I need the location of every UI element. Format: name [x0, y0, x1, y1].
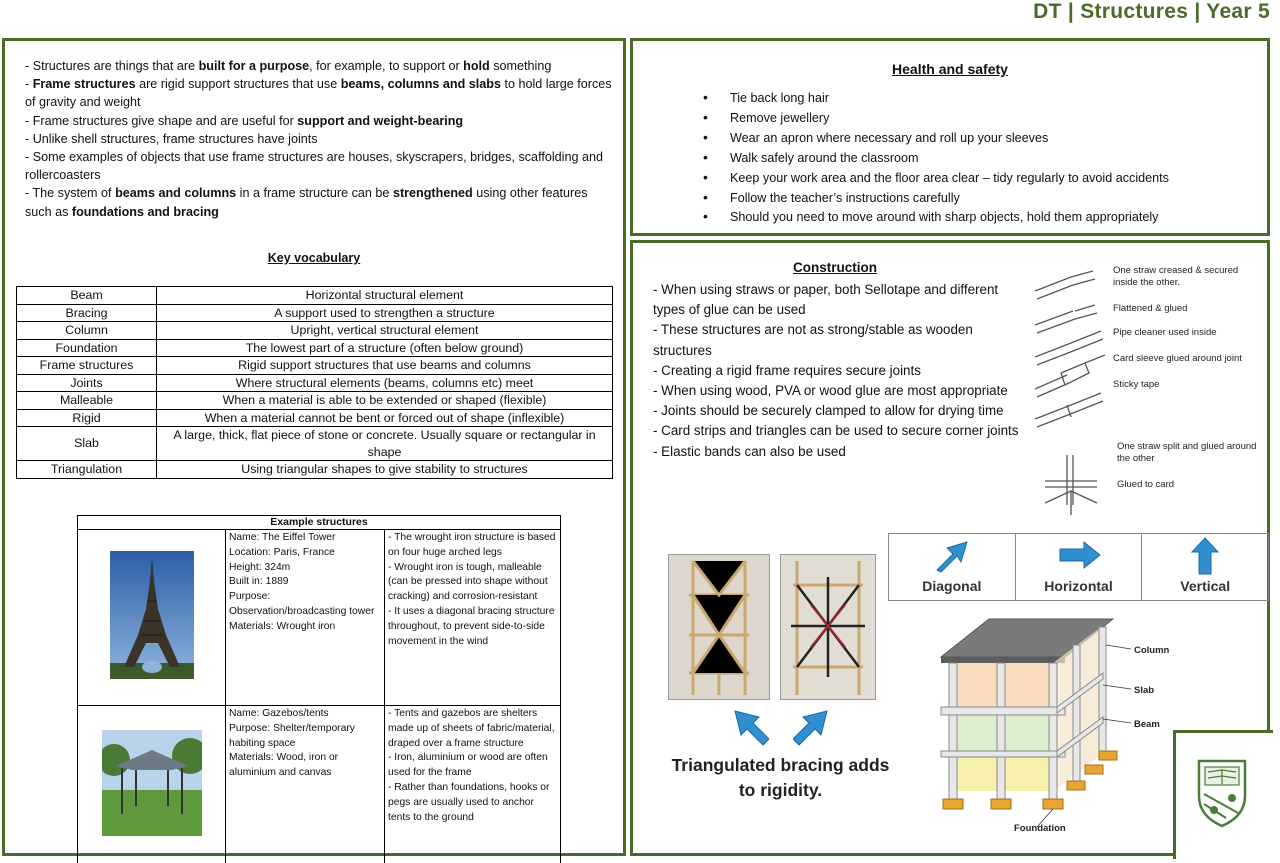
frame-label-beam: Beam — [1134, 719, 1160, 730]
joint-caption: One straw creased & secured inside the other. — [1113, 265, 1239, 288]
table-row — [17, 357, 613, 375]
intro-text-segment: to hold large forces of gravity and weight — [25, 77, 612, 110]
vocab-definition: The lowest part of a structure (often below ground) — [157, 339, 613, 357]
eiffel-info — [226, 530, 385, 706]
up-left-arrow-icon — [729, 707, 769, 747]
list-item: • Should you need to move around with sharp objects, hold them appropriately — [703, 207, 1169, 227]
table-row — [17, 339, 613, 357]
direction-vertical — [1142, 534, 1268, 600]
vocab-term: Joints — [17, 374, 157, 392]
intro-text-segment: - Unlike shell structures, frame structures have joints — [25, 131, 318, 146]
vocab-term: Malleable — [17, 392, 157, 410]
table-row — [17, 427, 613, 461]
direction-label: Diagonal — [922, 578, 982, 594]
joint-caption: One straw split and glued around the other — [1117, 441, 1257, 464]
vocab-term: Bracing — [17, 304, 157, 322]
table-row — [78, 530, 561, 706]
joint-caption: Flattened & glued — [1113, 303, 1188, 314]
horizontal-arrow-icon — [1056, 540, 1104, 570]
intro-text-segment: something — [489, 59, 552, 73]
intro-bullet — [25, 75, 615, 111]
joint-caption: Pipe cleaner used inside — [1113, 327, 1217, 338]
example-info-line: Materials: Wood, iron or aluminium and canvas — [229, 752, 339, 779]
vocab-definition: Upright, vertical structural element — [157, 322, 613, 340]
list-item: • Remove jewellery — [703, 108, 1169, 128]
list-item: • Tie back long hair — [703, 88, 1169, 108]
vocab-title: Key vocabulary — [267, 251, 361, 265]
crest-corner — [1173, 730, 1273, 859]
table-row — [17, 392, 613, 410]
construction-bullet: - When using straws or paper, both Sellotape and different types of glue can be used — [653, 282, 999, 318]
intro-text-segment: strengthened — [392, 186, 473, 201]
vocab-definition: A support used to strengthen a structure — [157, 304, 613, 322]
frame-label-column: Column — [1134, 645, 1170, 656]
joint-caption: Glued to card — [1117, 479, 1175, 490]
left-panel — [2, 38, 626, 856]
intro-bullet — [25, 112, 615, 130]
table-row — [17, 322, 613, 340]
vertical-arrow-icon — [1190, 536, 1220, 576]
intro-text-segment: built for a purpose — [198, 59, 310, 73]
health-safety-list — [703, 88, 1169, 227]
vocab-term: Rigid — [17, 409, 157, 427]
construction-bullet: - These structures are not as strong/stable as wooden structures — [653, 322, 973, 358]
intro-bullet — [25, 130, 615, 148]
vocab-definition: A large, thick, flat piece of stone or concrete. Usually square or rectangular in shape — [157, 427, 613, 461]
vocab-term: Slab — [17, 427, 157, 461]
list-item: • Wear an apron where necessary and roll up your sleeves — [703, 128, 1169, 148]
health-safety-panel — [630, 38, 1270, 236]
example-info-line: Built in: 1889 — [229, 576, 289, 588]
table-row — [17, 304, 613, 322]
construction-bullet: - Joints should be securely clamped to allow for drying time — [653, 403, 1004, 419]
direction-label: Horizontal — [1044, 578, 1113, 594]
eiffel-desc — [385, 530, 561, 706]
intro-text-segment: - Frame structures give shape and are useful for — [25, 113, 298, 128]
vocab-definition: When a material is able to be extended or shaped (flexible) — [157, 392, 613, 410]
intro-text-segment: using other features such as — [25, 186, 588, 219]
table-row — [78, 706, 561, 863]
example-info-line: Name: The Eiffel Tower — [229, 532, 336, 543]
straw-model-photo-1 — [668, 554, 770, 700]
list-item: • Keep your work area and the floor area clear – tidy regularly to avoid accidents — [703, 168, 1169, 188]
example-info-line: Name: Gazebos/tents — [229, 708, 329, 719]
vocab-table — [16, 286, 613, 479]
direction-label: Vertical — [1180, 578, 1231, 594]
construction-panel — [630, 240, 1270, 856]
health-safety-title: Health and safety — [892, 61, 1008, 77]
example-desc-line: - The wrought iron structure is based on four huge arched legs — [388, 532, 556, 558]
examples-table — [77, 515, 561, 863]
intro-text-segment: beams and columns — [115, 186, 237, 201]
intro-bullet — [25, 184, 615, 220]
intro-text-segment: foundations and bracing — [71, 204, 219, 219]
direction-diagonal — [889, 534, 1016, 600]
direction-horizontal — [1016, 534, 1143, 600]
vocab-term: Triangulation — [17, 461, 157, 479]
intro-bullet — [25, 57, 615, 75]
gazebo-image-cell — [78, 706, 226, 863]
table-row — [17, 287, 613, 305]
vocab-definition: When a material cannot be bent or forced out of shape (inflexible) — [157, 409, 613, 427]
intro-text-segment: in a frame structure can be — [236, 186, 393, 201]
frame-label-foundation: Foundation — [1014, 823, 1066, 834]
intro-text-segment: - — [25, 77, 33, 92]
intro-text-segment: are rigid support structures that use — [135, 77, 341, 92]
straw-model-photo-2 — [780, 554, 876, 700]
example-desc-line: - Rather than foundations, hooks or pegs are usually used to anchor tents to the ground — [388, 781, 550, 823]
table-row — [17, 461, 613, 479]
school-crest-logo — [1196, 758, 1248, 828]
eiffel-tower-image — [110, 551, 194, 679]
intro-text-segment: - Structures are things that are — [25, 59, 199, 73]
example-info-line: Materials: Wrought iron — [229, 620, 336, 632]
intro-text-segment: beams, columns and slabs — [340, 77, 501, 92]
intro-text-segment: support and weight-bearing — [297, 113, 464, 128]
intro-bullets — [25, 57, 615, 221]
examples-title: Example structures — [78, 516, 561, 530]
construction-bullet: - Creating a rigid frame requires secure joints — [653, 362, 921, 378]
bracing-directions — [888, 533, 1269, 601]
example-info-line: Purpose: Observation/broadcasting tower — [229, 591, 375, 617]
vocab-term: Column — [17, 322, 157, 340]
frame-label-slab: Slab — [1134, 685, 1155, 696]
intro-text-segment: Frame structures — [32, 77, 136, 92]
example-desc-line: - Tents and gazebos are shelters made up of sheets of fabric/material, draped over a frame structure — [388, 708, 555, 749]
example-info-line: Height: 324m — [229, 561, 291, 573]
table-row — [17, 409, 613, 427]
construction-title: Construction — [793, 260, 877, 275]
example-info-line: Location: Paris, France — [229, 546, 335, 558]
intro-text-segment: - The system of — [25, 186, 116, 201]
example-desc-line: - Iron, aluminium or wood are often used for the frame — [388, 752, 548, 779]
example-info-line: Purpose: Shelter/temporary habiting space — [229, 722, 355, 749]
vocab-definition: Horizontal structural element — [157, 287, 613, 305]
vocab-term: Frame structures — [17, 357, 157, 375]
example-desc-line: - It uses a diagonal bracing structure throughout, to prevent side-to-side movement in the wind — [388, 605, 555, 647]
gazebo-info — [226, 706, 385, 863]
straw-joints-illustration — [1031, 265, 1111, 515]
vocab-definition: Rigid support structures that use beams and columns — [157, 357, 613, 375]
construction-bullets — [653, 280, 1025, 462]
intro-text-segment: hold — [463, 59, 490, 73]
gazebo-desc — [385, 706, 561, 863]
intro-text-segment: , for example, to support or — [309, 59, 464, 73]
table-row — [17, 374, 613, 392]
construction-bullet: - Card strips and triangles can be used to secure corner joints — [653, 423, 1019, 439]
list-item: • Follow the teacher’s instructions carefully — [703, 188, 1169, 208]
construction-bullet: - When using wood, PVA or wood glue are most appropriate — [653, 383, 1008, 399]
diagonal-arrow-icon — [931, 538, 973, 574]
list-item: • Walk safely around the classroom — [703, 148, 1169, 168]
vocab-term: Beam — [17, 287, 157, 305]
example-desc-line: - Wrought iron is tough, malleable (can be pressed into shape without cracking) and corrosion-resistant — [388, 561, 548, 603]
construction-bullet: - Elastic bands can also be used — [653, 443, 846, 459]
intro-text-segment: - Some examples of objects that use frame structures are houses, skyscrapers, bridges, scaffolding and rollercoasters — [25, 150, 603, 183]
joint-caption: Sticky tape — [1113, 379, 1160, 390]
triangulated-caption: Triangulated bracing adds to rigidity. — [671, 755, 890, 800]
eiffel-tower-image-cell — [78, 530, 226, 706]
vocab-definition: Where structural elements (beams, columns etc) meet — [157, 374, 613, 392]
frame-structure-diagram — [913, 615, 1183, 835]
page-title: DT | Structures | Year 5 — [1033, 0, 1270, 23]
vocab-term: Foundation — [17, 339, 157, 357]
intro-bullet — [25, 148, 615, 184]
up-right-arrow-icon — [793, 707, 833, 747]
joint-caption: Card sleeve glued around joint — [1113, 353, 1242, 364]
gazebo-image — [102, 730, 202, 836]
vocab-definition: Using triangular shapes to give stability to structures — [157, 461, 613, 479]
